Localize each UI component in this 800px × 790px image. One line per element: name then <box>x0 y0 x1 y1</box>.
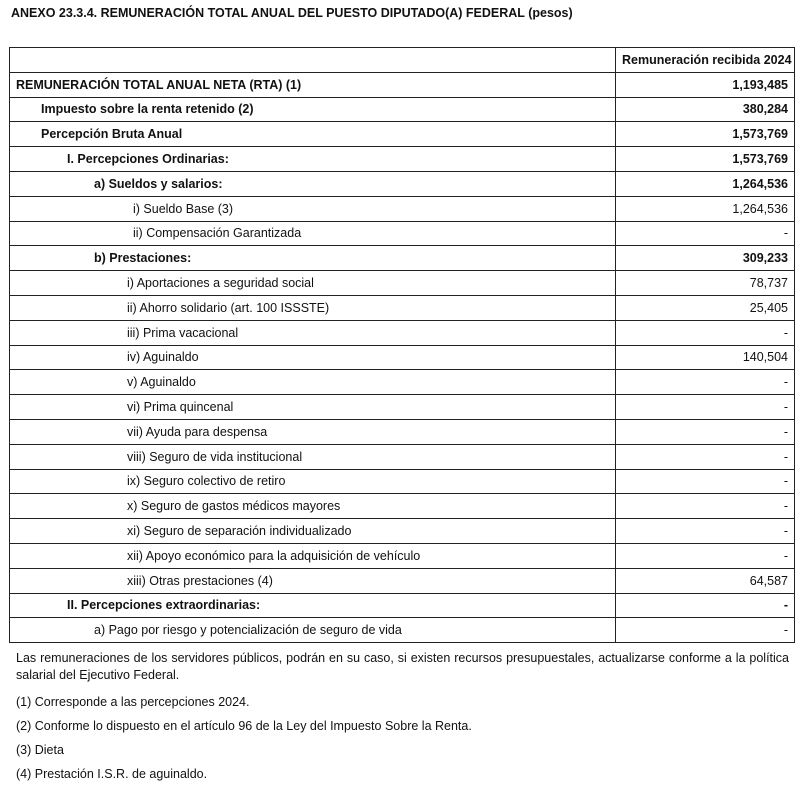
table-row <box>10 295 795 320</box>
row-value: - <box>616 543 795 568</box>
document-title: ANEXO 23.3.4. REMUNERACIÓN TOTAL ANUAL DEL PUESTO DIPUTADO(A) FEDERAL (pesos) <box>11 6 573 20</box>
table-row-rta <box>10 72 795 97</box>
row-label: xi) Seguro de separación individualizado <box>10 519 616 544</box>
notes-section <box>16 650 789 790</box>
footnote-4: (4) Prestación I.S.R. de aguinaldo. <box>16 767 208 781</box>
row-value: - <box>616 221 795 246</box>
table-row-percepciones-ordinarias <box>10 147 795 172</box>
table-row <box>10 568 795 593</box>
table-row <box>10 320 795 345</box>
row-value: - <box>616 370 795 395</box>
table-row <box>10 271 795 296</box>
row-label: ix) Seguro colectivo de retiro <box>10 469 616 494</box>
row-label: vii) Ayuda para despensa <box>10 419 616 444</box>
row-value: 1,193,485 <box>616 72 795 97</box>
row-value: - <box>616 494 795 519</box>
table-row-isr <box>10 97 795 122</box>
table-row <box>10 618 795 643</box>
header-value-cell: Remuneración recibida 2024 <box>616 48 795 73</box>
row-label: viii) Seguro de vida institucional <box>10 444 616 469</box>
row-value: - <box>616 519 795 544</box>
table-row <box>10 221 795 246</box>
row-label: x) Seguro de gastos médicos mayores <box>10 494 616 519</box>
row-label: i) Aportaciones a seguridad social <box>10 271 616 296</box>
row-label: I. Percepciones Ordinarias: <box>10 147 616 172</box>
row-label: b) Prestaciones: <box>10 246 616 271</box>
footnote-2: (2) Conforme lo dispuesto en el artículo 96 de la Ley del Impuesto Sobre la Renta. <box>16 719 472 733</box>
table-row <box>10 395 795 420</box>
row-label: xiii) Otras prestaciones (4) <box>10 568 616 593</box>
row-value: - <box>616 593 795 618</box>
row-label: Percepción Bruta Anual <box>10 122 616 147</box>
row-value: - <box>616 444 795 469</box>
row-label: a) Sueldos y salarios: <box>10 171 616 196</box>
row-value: - <box>616 395 795 420</box>
row-value: - <box>616 419 795 444</box>
table-row <box>10 370 795 395</box>
row-label: II. Percepciones extraordinarias: <box>10 593 616 618</box>
row-value: 64,587 <box>616 568 795 593</box>
table-row <box>10 345 795 370</box>
notes-intro: Las remuneraciones de los servidores públicos, podrán en su caso, si existen recursos presupuestales, actualizarse conforme a la política salarial del Ejecutivo Federal. <box>16 651 789 682</box>
row-value: 1,264,536 <box>616 196 795 221</box>
row-label: i) Sueldo Base (3) <box>10 196 616 221</box>
row-value: - <box>616 618 795 643</box>
table-row <box>10 519 795 544</box>
table-row <box>10 419 795 444</box>
row-label: ii) Compensación Garantizada <box>10 221 616 246</box>
row-label: a) Pago por riesgo y potencialización de seguro de vida <box>10 618 616 643</box>
table-row <box>10 494 795 519</box>
row-value: 140,504 <box>616 345 795 370</box>
row-value: 78,737 <box>616 271 795 296</box>
table-row-percepciones-extraordinarias <box>10 593 795 618</box>
row-label: iv) Aguinaldo <box>10 345 616 370</box>
footnote-1: (1) Corresponde a las percepciones 2024. <box>16 695 250 709</box>
row-label: v) Aguinaldo <box>10 370 616 395</box>
row-label: xii) Apoyo económico para la adquisición de vehículo <box>10 543 616 568</box>
table-row-prestaciones <box>10 246 795 271</box>
row-value: 1,573,769 <box>616 147 795 172</box>
table-header-row <box>10 48 795 73</box>
row-value: - <box>616 469 795 494</box>
row-label: ii) Ahorro solidario (art. 100 ISSSTE) <box>10 295 616 320</box>
row-value: - <box>616 320 795 345</box>
header-label-cell <box>10 48 616 73</box>
row-value: 1,573,769 <box>616 122 795 147</box>
row-label: REMUNERACIÓN TOTAL ANUAL NETA (RTA) (1) <box>10 72 616 97</box>
row-label: Impuesto sobre la renta retenido (2) <box>10 97 616 122</box>
row-value: 25,405 <box>616 295 795 320</box>
row-label: vi) Prima quincenal <box>10 395 616 420</box>
footnote-3: (3) Dieta <box>16 743 64 757</box>
table-row-sueldos <box>10 171 795 196</box>
row-label: iii) Prima vacacional <box>10 320 616 345</box>
table-row <box>10 196 795 221</box>
table-row <box>10 444 795 469</box>
table-row-percepcion-bruta <box>10 122 795 147</box>
row-value: 309,233 <box>616 246 795 271</box>
row-value: 380,284 <box>616 97 795 122</box>
row-value: 1,264,536 <box>616 171 795 196</box>
remuneration-table <box>9 47 795 643</box>
table-row <box>10 469 795 494</box>
table-row <box>10 543 795 568</box>
